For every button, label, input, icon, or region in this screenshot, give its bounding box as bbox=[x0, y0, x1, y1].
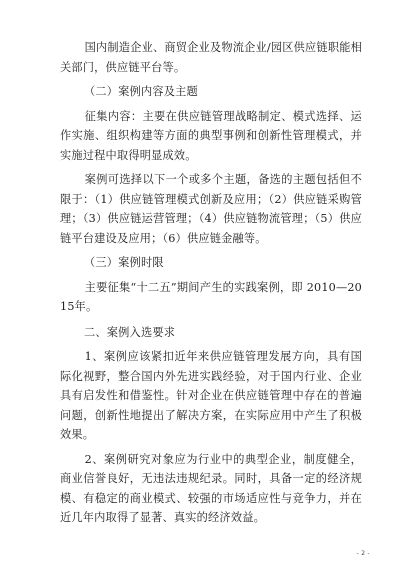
paragraph-requirement-1: 1、案例应该紧扣近年来供应链管理发展方向，具有国际化视野，整合国内外先进实践经验，对于国内行业、企业具有启发性和借鉴性。针对企业在供应链管理中存在的普遍问题，创新性地提出了解决方案，在实际应用中产生了积极效果。 bbox=[60, 350, 362, 441]
paragraph-collection-content: 征集内容：主要在供应链管理战略制定、模式选择、运作实施、组织构建等方面的典型事例和创新性管理模式，并实施过程中取得明显成效。 bbox=[60, 109, 362, 162]
document-body bbox=[60, 38, 362, 528]
paragraph-applicable-units: 国内制造企业、商贸企业及物流企业/园区供应链职能相关部门，供应链平台等。 bbox=[60, 41, 362, 74]
page-number: - 2 - bbox=[356, 550, 370, 557]
section-heading-content-and-topics: （二）案例内容及主题 bbox=[84, 85, 198, 98]
section-heading-selection-requirements: 二、案例入选要求 bbox=[84, 325, 176, 339]
paragraph-topics: 案例可选择以下一个或多个主题，备选的主题包括但不限于：（1）供应链管理模式创新及应用；（2）供应链采购管理；（3）供应链运营管理；（4）供应链物流管理；（5）供应链平台建设及应用；（6）供应链金融等。 bbox=[60, 173, 362, 245]
paragraph-time-range: 主要征集“十二五”期间产生的实践案例，即 2010—2015年。 bbox=[60, 280, 362, 313]
section-heading-time-limit: （三）案例时限 bbox=[84, 256, 164, 269]
paragraph-requirement-2: 2、案例研究对象应为行业中的典型企业，制度健全，商业信誉良好，无违法违规纪录。同时，具备一定的经济规模、有稳定的商业模式、较强的市场适应性与竞争力，并在近几年内取得了显著、真实的经济效益。 bbox=[60, 452, 362, 524]
